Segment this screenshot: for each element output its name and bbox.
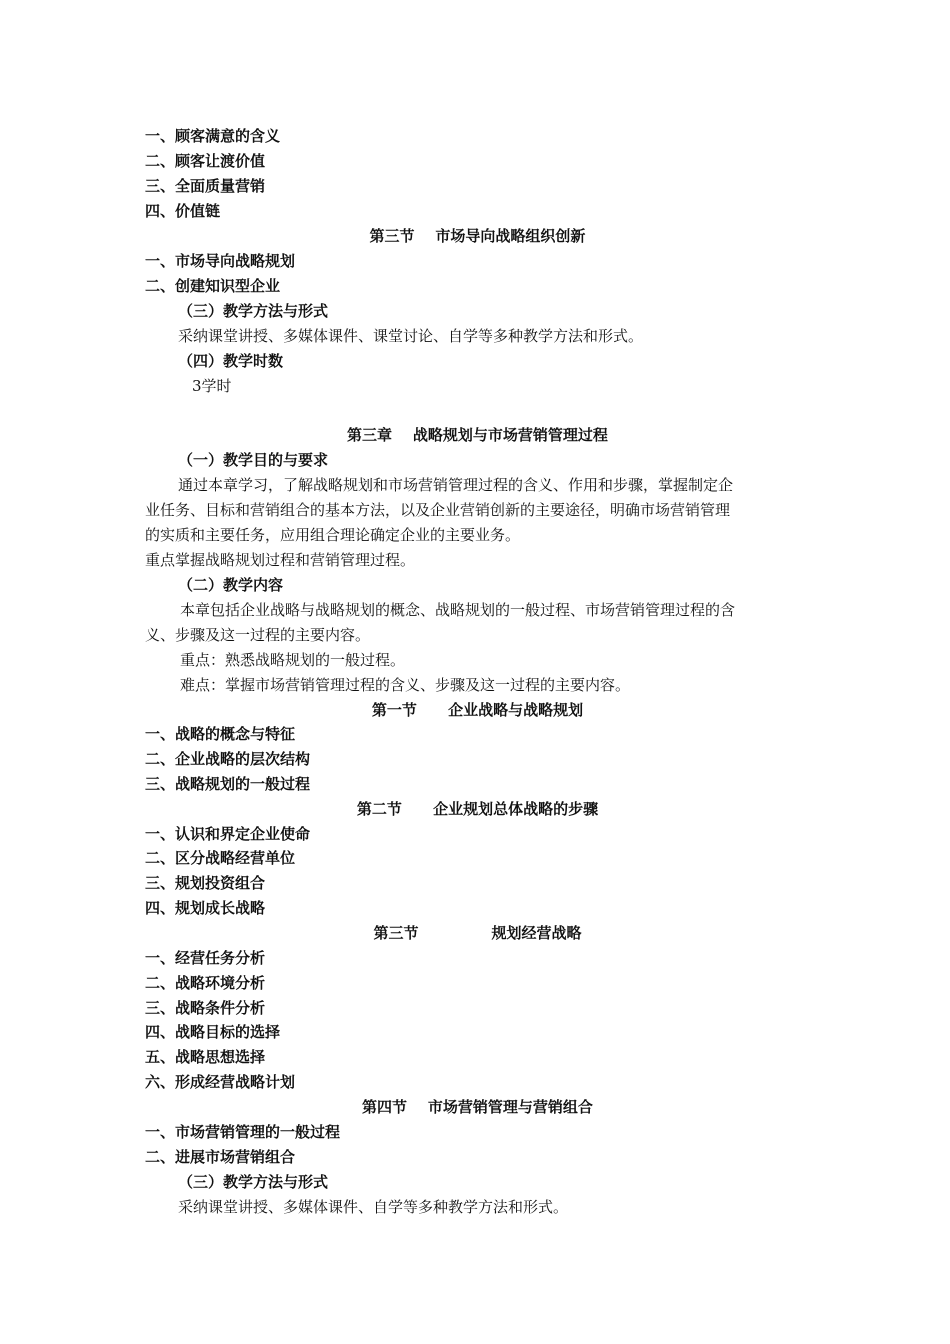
list-item: 四、价值链 bbox=[145, 202, 221, 220]
list-item: 五、战略思想选择 bbox=[145, 1048, 266, 1066]
section-heading: 第二节 企业规划总体战略的步骤 bbox=[356, 800, 599, 818]
paragraph-line: 义、步骤及这一过程的主要内容。 bbox=[145, 626, 371, 644]
list-item: 一、市场导向战略规划 bbox=[145, 252, 296, 270]
paragraph-line: 重点掌握战略规划过程和营销管理过程。 bbox=[145, 551, 416, 569]
paragraph-line: 通过本章学习，了解战略规划和市场营销管理过程的含义、作用和步骤，掌握制定企 bbox=[178, 476, 734, 494]
subheading: （一）教学目的与要求 bbox=[178, 451, 329, 469]
list-item: 三、战略条件分析 bbox=[145, 999, 266, 1017]
section-heading: 第三节 规划经营战略 bbox=[373, 924, 582, 942]
list-item: 一、经营任务分析 bbox=[145, 949, 266, 967]
paragraph-line: 难点：掌握市场营销管理过程的含义、步骤及这一过程的主要内容。 bbox=[180, 676, 631, 694]
list-item: 三、全面质量营销 bbox=[145, 177, 266, 195]
list-item: 四、规划成长战略 bbox=[145, 899, 266, 917]
chapter-heading: 第三章 战略规划与市场营销管理过程 bbox=[347, 426, 608, 444]
list-item: 一、认识和界定企业使命 bbox=[145, 825, 311, 843]
list-item: 一、战略的概念与特征 bbox=[145, 725, 296, 743]
paragraph-line: 采纳课堂讲授、多媒体课件、课堂讨论、自学等多种教学方法和形式。 bbox=[178, 327, 644, 345]
subheading: （三）教学方法与形式 bbox=[178, 1173, 329, 1191]
list-item: 二、战略环境分析 bbox=[145, 974, 266, 992]
list-item: 六、形成经营战略计划 bbox=[145, 1073, 296, 1091]
list-item: 一、顾客满意的含义 bbox=[145, 127, 281, 145]
list-item: 二、区分战略经营单位 bbox=[145, 849, 296, 867]
section-heading: 第三节 市场导向战略组织创新 bbox=[369, 227, 586, 245]
paragraph-line: 3学时 bbox=[192, 377, 232, 395]
paragraph-line: 业任务、目标和营销组合的基本方法，以及企业营销创新的主要途径，明确市场营销管理 bbox=[145, 501, 731, 519]
list-item: 二、顾客让渡价值 bbox=[145, 152, 266, 170]
section-heading: 第一节 企业战略与战略规划 bbox=[371, 701, 584, 719]
subheading: （四）教学时数 bbox=[178, 352, 284, 370]
subheading: （三）教学方法与形式 bbox=[178, 302, 329, 320]
paragraph-line: 的实质和主要任务，应用组合理论确定企业的主要业务。 bbox=[145, 526, 521, 544]
list-item: 四、战略目标的选择 bbox=[145, 1023, 281, 1041]
section-heading: 第四节 市场营销管理与营销组合 bbox=[362, 1098, 593, 1116]
list-item: 二、企业战略的层次结构 bbox=[145, 750, 311, 768]
paragraph-line: 本章包括企业战略与战略规划的概念、战略规划的一般过程、市场营销管理过程的含 bbox=[180, 601, 736, 619]
list-item: 一、市场营销管理的一般过程 bbox=[145, 1123, 341, 1141]
list-item: 二、创建知识型企业 bbox=[145, 277, 281, 295]
subheading: （二）教学内容 bbox=[178, 576, 284, 594]
list-item: 三、战略规划的一般过程 bbox=[145, 775, 311, 793]
list-item: 二、进展市场营销组合 bbox=[145, 1148, 296, 1166]
list-item: 三、规划投资组合 bbox=[145, 874, 266, 892]
paragraph-line: 重点：熟悉战略规划的一般过程。 bbox=[180, 651, 406, 669]
paragraph-line: 采纳课堂讲授、多媒体课件、自学等多种教学方法和形式。 bbox=[178, 1198, 569, 1216]
